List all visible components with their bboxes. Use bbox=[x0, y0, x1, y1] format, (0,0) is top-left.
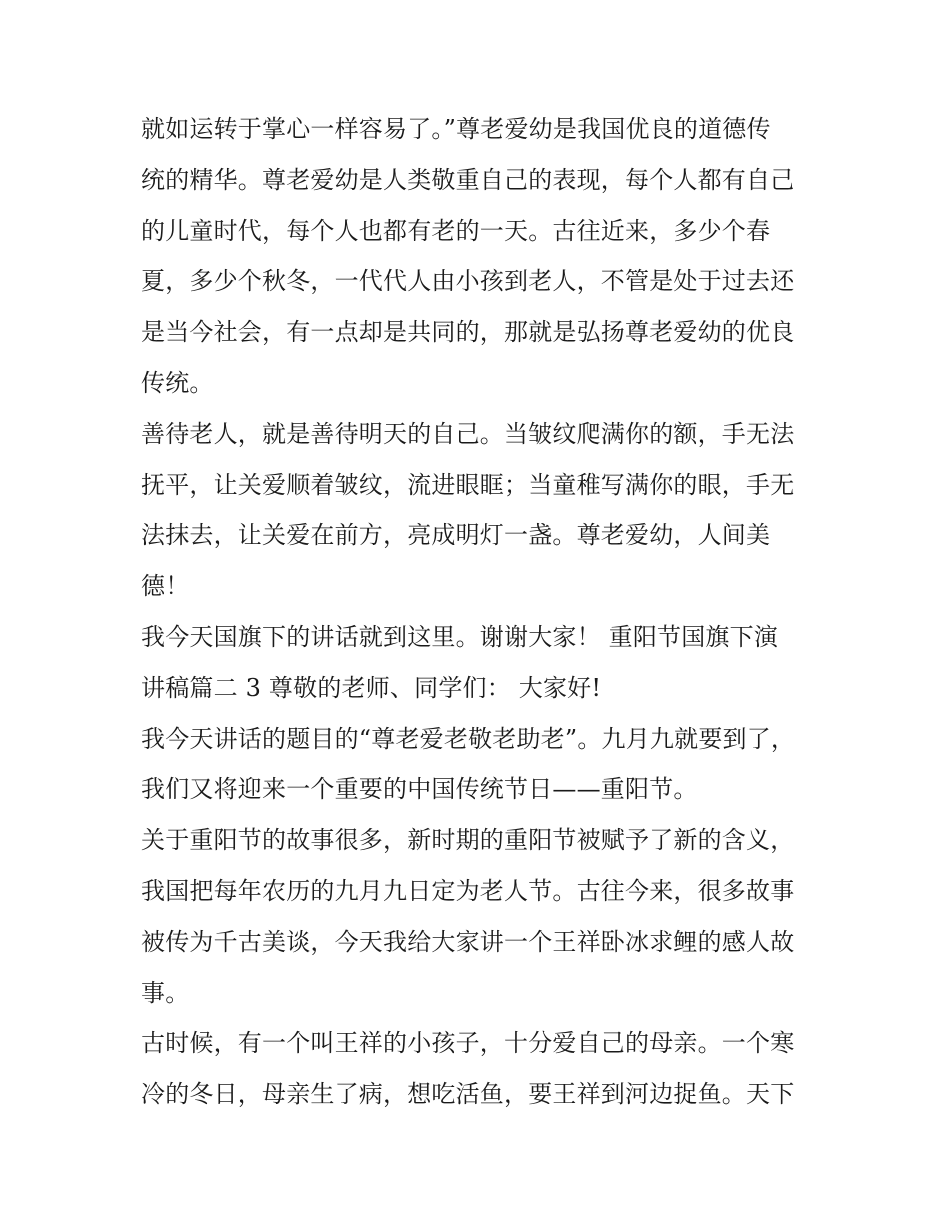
text-line: 我今天国旗下的讲话就到这里。谢谢大家！ 重阳节国旗下演 bbox=[141, 622, 779, 651]
text-line: 我国把每年农历的九月九日定为老人节。古往今来，很多故事 bbox=[141, 876, 795, 905]
text-line: 统的精华。尊老爱幼是人类敬重自己的表现，每个人都有自己 bbox=[141, 165, 795, 194]
text-line: 古时候，有一个叫王祥的小孩子，十分爱自己的母亲。一个寒 bbox=[141, 1029, 795, 1058]
text-line: 传统。 bbox=[141, 368, 214, 397]
text-line: 抚平，让关爱顺着皱纹，流进眼眶；当童稚写满你的眼，手无 bbox=[141, 470, 795, 499]
document-body bbox=[141, 104, 816, 1120]
text-line: 法抹去，让关爱在前方，亮成明灯一盏。尊老爱幼，人间美 bbox=[141, 521, 771, 550]
text-line: 夏，多少个秋冬，一代代人由小孩到老人，不管是处于过去还 bbox=[141, 267, 795, 296]
text-line: 就如运转于掌心一样容易了。”尊老爱幼是我国优良的道德传 bbox=[141, 115, 771, 143]
text-line: 是当今社会，有一点却是共同的，那就是弘扬尊老爱幼的优良 bbox=[141, 318, 795, 347]
text-line: 关于重阳节的故事很多，新时期的重阳节被赋予了新的含义， bbox=[141, 826, 795, 855]
text-line: 讲稿篇二 3 尊敬的老师、同学们： 大家好! bbox=[141, 673, 602, 702]
text-line: 我们又将迎来一个重要的中国传统节日——重阳节。 bbox=[141, 775, 698, 804]
text-line: 被传为千古美谈，今天我给大家讲一个王祥卧冰求鲤的感人故 bbox=[141, 927, 795, 956]
text-line: 我今天讲话的题目的“尊老爱老敬老助老”。九月九就要到了， bbox=[141, 724, 796, 753]
text-line: 德！ bbox=[141, 572, 190, 601]
text-line: 事。 bbox=[141, 978, 190, 1007]
text-line: 冷的冬日，母亲生了病，想吃活鱼，要王祥到河边捉鱼。天下 bbox=[141, 1080, 795, 1109]
text-line: 善待老人，就是善待明天的自己。当皱纹爬满你的额，手无法 bbox=[141, 419, 795, 448]
text-line: 的儿童时代，每个人也都有老的一天。古往近来，多少个春 bbox=[141, 216, 771, 245]
